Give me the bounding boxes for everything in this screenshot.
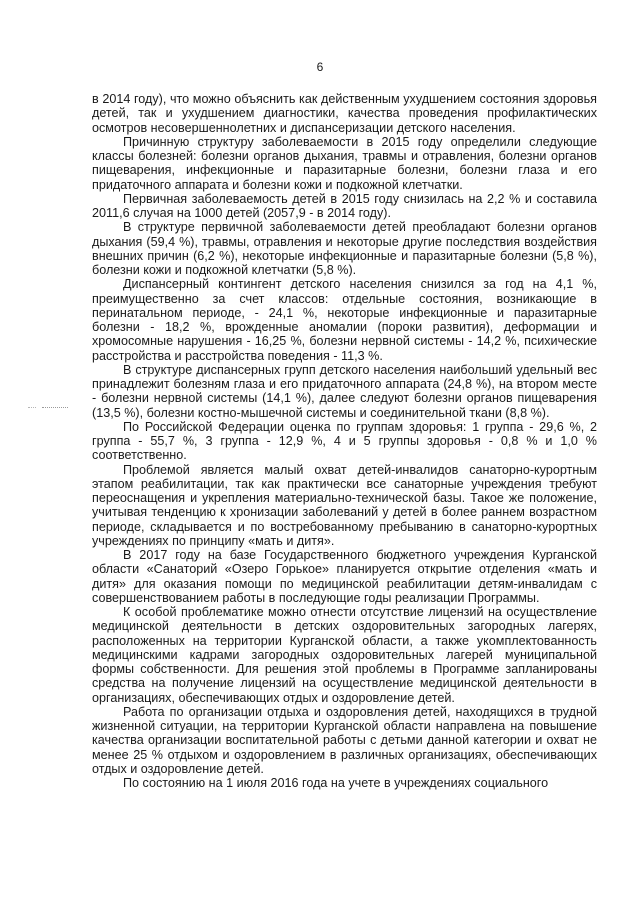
paragraph: Первичная заболеваемость детей в 2015 году снизилась на 2,2 % и составила 2011,6 случая на 1000 детей (2057,9 - в 2014 году). (92, 191, 597, 220)
paragraph: Работа по организации отдыха и оздоровления детей, находящихся в трудной жизненной ситуации, на территории Курганской области направлена на повышение качества организации воспитательной работы с детьми данной категории и охват не менее 25 % отдыхом и оздоровлением в различных организациях, обеспечивающих отдых и оздоровление детей. (92, 704, 597, 776)
paragraph: В структуре диспансерных групп детского населения наибольший удельный вес принадлежит болезням глаза и его придаточного аппарата (24,8 %), на втором месте - болезни нервной системы (14,1 %), далее следуют болезни органов пищеварения (13,5 %), болезни костно-мышечной системы и соединительной ткани (8,8 %). (92, 362, 597, 420)
paragraph: Проблемой является малый охват детей-инвалидов санаторно-курортным этапом реабилитации, так как практически все санаторные учреждения требуют переоснащения и укрепления материально-технической базы. Такое же положение, учитывая тенденцию к хронизации заболеваний у детей в более раннем возрастном периоде, складывается и по востребованному пребыванию в санаторно-курортных учреждениях по принципу «мать и дитя». (92, 462, 597, 548)
paragraph: Причинную структуру заболеваемости в 2015 году определили следующие классы болезней: болезни органов дыхания, травмы и отравления, болезни органов пищеварения, инфекционные и паразитарные болезни, болезни глаза и его придаточного аппарата и болезни кожи и подкожной клетчатки. (92, 134, 597, 192)
paragraph: В структуре первичной заболеваемости детей преобладают болезни органов дыхания (59,4 %), травмы, отравления и некоторые другие последствия воздействия внешних причин (6,2 %), некоторые инфекционные и паразитарные болезни (5,8 %), болезни кожи и подкожной клетчатки (5,8 %). (92, 220, 597, 277)
margin-mark (28, 407, 36, 408)
paragraph: Диспансерный контингент детского населения снизился за год на 4,1 %, преимущественно за счет классов: отдельные состояния, возникающие в перинатальном периоде, - 24,1 %, некоторые инфекционные и паразитарные болезни - 18,2 %, врожденные аномалии (пороки развития), деформации и хромосомные нарушения - 16,25 %, болезни нервной системы - 14,2 %, психические расстройства и расстройства поведения - 11,3 %. (92, 277, 597, 363)
page-number: 6 (316, 60, 324, 74)
paragraph: По Российской Федерации оценка по группам здоровья: 1 группа - 29,6 %, 2 группа - 55,7 %, 3 группа - 12,9 %, 4 и 5 группы здоровья - 0,8 % и 1,0 % соответственно. (92, 419, 597, 463)
paragraph: В 2017 году на базе Государственного бюджетного учреждения Курганской области «Санаторий «Озеро Горькое» планируется открытие отделения «мать и дитя» для оказания помощи по медицинской реабилитации детям-инвалидам с совершенствованием работы в последующие годы реализации Программы. (92, 548, 597, 605)
paragraph: в 2014 году), что можно объяснить как действенным ухудшением состояния здоровья детей, так и ухудшением диагностики, качества проведения профилактических осмотров несовершеннолетних и диспансеризации детского населения. (92, 92, 597, 135)
document-body (92, 92, 597, 790)
paragraph: По состоянию на 1 июля 2016 года на учете в учреждениях социального (123, 776, 549, 790)
margin-mark (42, 407, 68, 408)
paragraph: К особой проблематике можно отнести отсутствие лицензий на осуществление медицинской деятельности в детских оздоровительных загородных лагерях, расположенных на территории Курганской области, а также укомплектованность медицинскими кадрами загородных оздоровительных лагерей муниципальной формы собственности. Для решения этой проблемы в Программе запланированы средства на получение лицензий на осуществление медицинской деятельности в организациях, обеспечивающих отдых и оздоровление детей. (92, 605, 597, 705)
